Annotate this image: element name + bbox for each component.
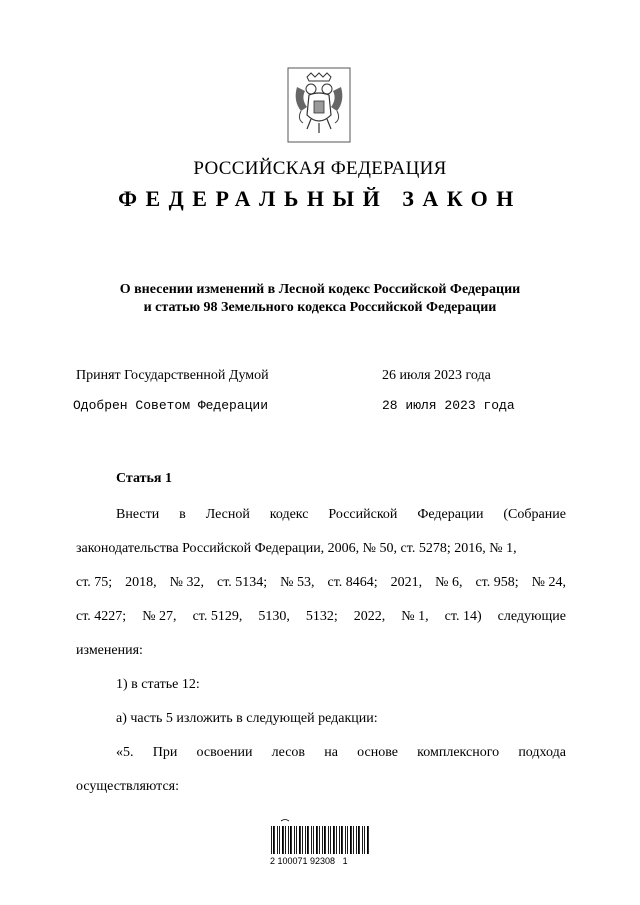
country-heading: РОССИЙСКАЯ ФЕДЕРАЦИЯ	[193, 158, 447, 179]
barcode-bar	[358, 826, 360, 854]
barcode-bar	[296, 826, 297, 854]
word: 5130,	[258, 609, 290, 624]
barcode-bar	[288, 826, 289, 854]
word: ст. 958;	[475, 575, 519, 590]
barcode-bar	[336, 826, 337, 854]
word: 2021,	[390, 575, 423, 590]
word: в	[179, 507, 186, 522]
barcode-number: 2 100071 92308 1	[270, 856, 348, 866]
barcode-bar	[313, 826, 314, 854]
barcode-bar	[353, 826, 354, 854]
paragraph-line-5: изменения:	[76, 643, 143, 658]
barcode-bar	[307, 826, 309, 854]
word: При	[152, 745, 178, 760]
word: Лесной	[205, 507, 250, 522]
word: Федерации	[417, 507, 484, 522]
barcode-bar	[285, 826, 286, 854]
word: комплексного	[417, 745, 500, 760]
barcode-bar	[347, 826, 348, 854]
duma-label: Принят Государственной Думой	[76, 368, 269, 383]
word: на	[324, 745, 338, 760]
word: Российской	[328, 507, 398, 522]
quote-line-2: осуществляются:	[76, 779, 180, 794]
duma-date: 26 июля 2023 года	[382, 368, 491, 383]
word: ст. 5134;	[216, 575, 268, 590]
barcode-bar	[290, 826, 292, 854]
word: № 1,	[401, 609, 429, 624]
barcode-bar	[302, 826, 303, 854]
barcode-bar	[350, 826, 352, 854]
barcode-bar	[341, 826, 343, 854]
word: освоении	[196, 745, 253, 760]
barcode-bar	[294, 826, 295, 854]
word: № 53,	[280, 575, 315, 590]
coat-of-arms-emblem	[287, 67, 351, 143]
barcode-bar	[282, 826, 284, 854]
word: ст. 4227;	[76, 609, 127, 624]
word: подхода	[518, 745, 566, 760]
barcode-bar	[273, 826, 275, 854]
barcode-bar	[367, 826, 369, 854]
barcode-bar	[324, 826, 326, 854]
barcode-bar	[279, 826, 280, 854]
paragraph-line-2: законодательства Российской Федерации, 2006, № 50, ст. 5278; 2016, № 1,	[76, 541, 517, 556]
article-heading: Статья 1	[116, 471, 172, 486]
word: ст. 8464;	[327, 575, 378, 590]
paragraph-line-4	[76, 609, 566, 625]
word: (Собрание	[503, 507, 566, 522]
barcode-bar	[328, 826, 329, 854]
word: Внести	[116, 507, 160, 522]
word: 2018,	[125, 575, 157, 590]
law-title-line-1: О внесении изменений в Лесной кодекс Российской Федерации	[119, 282, 521, 297]
word: следующие	[497, 609, 566, 624]
word: № 6,	[435, 575, 463, 590]
barcode-bar	[305, 826, 306, 854]
barcode-bar	[330, 826, 331, 854]
barcode-bar	[316, 826, 318, 854]
barcode-bar	[339, 826, 340, 854]
word: 2022,	[353, 609, 386, 624]
word: № 27,	[142, 609, 177, 624]
law-title	[0, 281, 640, 317]
council-date: 28 июля 2023 года	[382, 398, 515, 413]
barcode	[267, 818, 373, 859]
item-1: 1) в статье 12:	[116, 677, 200, 692]
word: № 32,	[169, 575, 204, 590]
paragraph-line-1	[116, 507, 566, 523]
barcode-bar	[345, 826, 346, 854]
barcode-bar	[333, 826, 335, 854]
barcode-bar	[356, 826, 357, 854]
law-title-line-2: и статью 98 Земельного кодекса Российской Федерации	[143, 300, 497, 315]
word: № 24,	[531, 575, 566, 590]
word: 5132;	[305, 609, 338, 624]
barcode-bar	[311, 826, 312, 854]
word: лесов	[271, 745, 306, 760]
law-type-heading: ФЕДЕРАЛЬНЫЙ ЗАКОН	[118, 186, 522, 211]
word: ст. 14)	[444, 609, 482, 624]
barcode-bar	[319, 826, 320, 854]
word: ст. 75;	[76, 575, 113, 590]
item-a: а) часть 5 изложить в следующей редакции:	[116, 711, 378, 726]
word: основе	[357, 745, 398, 760]
word: «5.	[116, 745, 134, 760]
barcode-bar	[299, 826, 301, 854]
word: ст. 5129,	[192, 609, 243, 624]
barcode-bar	[271, 826, 272, 854]
council-label: Одобрен Советом Федерации	[73, 398, 269, 413]
word: кодекс	[269, 507, 309, 522]
barcode-bar	[364, 826, 365, 854]
barcode-bar	[277, 826, 278, 854]
quote-line-1	[116, 745, 566, 761]
barcode-bar	[322, 826, 323, 854]
barcode-bar	[362, 826, 363, 854]
barcode-mark-icon	[281, 820, 289, 822]
paragraph-line-3	[76, 575, 566, 591]
